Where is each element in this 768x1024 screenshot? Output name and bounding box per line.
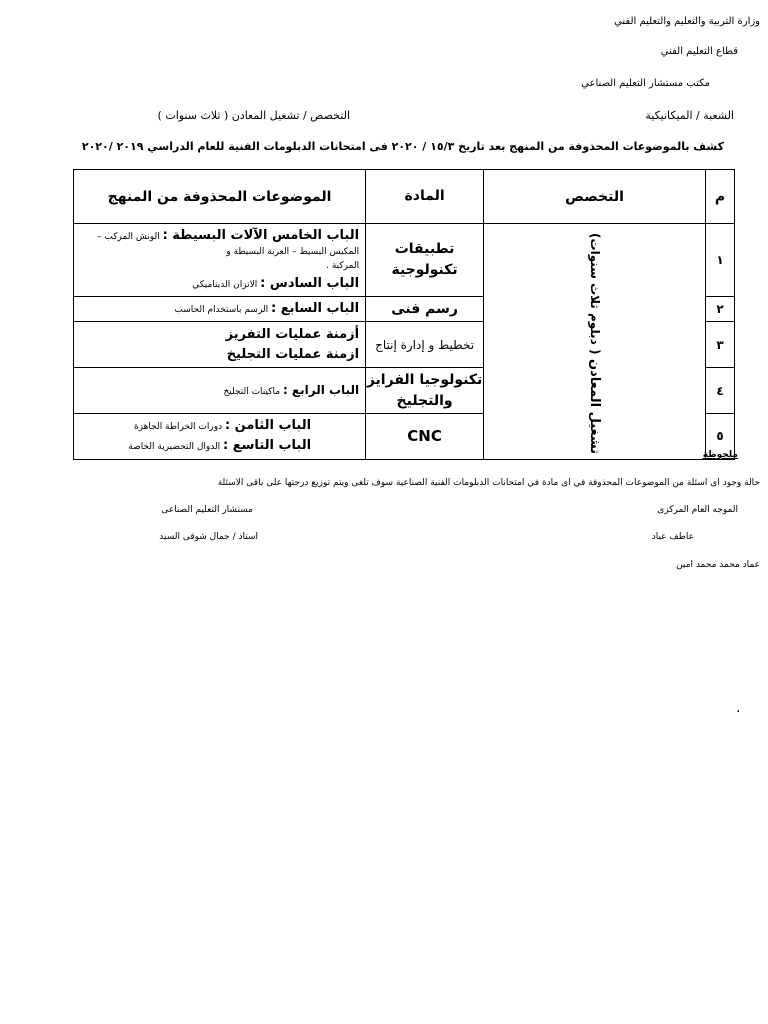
- topics-cell: [74, 414, 366, 459]
- note-label: ملحوظة: [702, 450, 738, 460]
- office-name: مكتب مستشار التعليم الصناعي: [581, 78, 710, 89]
- header-spec: التخصص: [484, 170, 706, 224]
- advisor-title: مستشار التعليم الصناعى: [161, 505, 253, 515]
- subject-cell: رسم فنى: [366, 297, 484, 322]
- row-number: ٢: [706, 297, 735, 322]
- subject-cell: تكنولوجيا الفرايز والتجليخ: [366, 368, 484, 414]
- spec-duration: ( دبلوم ثلاث سنوات): [588, 232, 603, 355]
- row-number: ١: [706, 224, 735, 297]
- chapter-label: الباب الثامن :: [224, 418, 312, 434]
- document-title: كشف بالموضوعات المحذوفة من المنهج بعد تاريخ ١٥/٣ / ٢٠٢٠ فى امتحانات الدبلومات الفنية للعام الدراسي ٢٠١٩ /٢٠٢٠: [81, 140, 724, 153]
- chapter-label: الباب التاسع :: [223, 438, 312, 454]
- subject-cell: تطبيقات تكنولوجية: [366, 224, 484, 297]
- row-number: ٣: [706, 322, 735, 368]
- row-number: ٤: [706, 368, 735, 414]
- deleted-topics-table: [73, 169, 735, 460]
- topic-line: أزمنة عمليات التفريز: [225, 326, 360, 342]
- row-number: ٥: [706, 414, 735, 459]
- header-num: م: [706, 170, 735, 224]
- chapter-topics: دورات الخراطة الجاهزة: [133, 422, 225, 433]
- spec-name: تشغيل المعادن: [587, 358, 603, 454]
- note-text: حالة وجود اى اسئلة من الموضوعات المحذوفة في اى مادة في امتحانات الدبلومات الفنية الصناعية سوف تلغى ويتم توزيع درجتها على باقى الاسئلة: [217, 478, 760, 488]
- specialization-label: التخصص / تشغيل المعادن ( ثلاث سنوات ): [157, 109, 350, 122]
- chapter-topics: الدوال التحضيرية الخاصة: [128, 442, 224, 453]
- topics-cell: [74, 368, 366, 414]
- chapter-topics: الرسم باستخدام الحاسب: [174, 305, 272, 316]
- topic-line: ازمنة عمليات التجليخ: [226, 346, 360, 362]
- supervisor-title: الموجه العام المركزى: [657, 505, 738, 515]
- ministry-name: وزارة التربية والتعليم والتعليم الفني: [614, 16, 760, 27]
- advisor-name: استاذ / جمال شوقى السيد: [159, 532, 258, 542]
- specialization-vertical: [587, 233, 602, 454]
- third-name: عماد محمد محمد امين: [676, 560, 760, 570]
- chapter-topics-cont: المركبة .: [326, 261, 360, 272]
- subject-cell: CNC: [366, 414, 484, 459]
- subject-cell: تخطيط و إدارة إنتاج: [366, 322, 484, 368]
- table-row: [74, 224, 735, 297]
- topics-cell: [74, 297, 366, 322]
- chapter-topics: الاتزان الديناميكي: [192, 280, 261, 291]
- header-subject: المادة: [366, 170, 484, 224]
- specialization-cell: [484, 224, 706, 460]
- topics-cell: [74, 322, 366, 368]
- topics-cell: [74, 224, 366, 297]
- chapter-label: الباب السابع :: [271, 301, 360, 317]
- chapter-label: الباب الرابع :: [282, 383, 360, 398]
- chapter-label: الباب السادس :: [260, 276, 360, 292]
- stray-dot: .: [736, 700, 741, 716]
- chapter-topics: ماكينات التجليخ: [223, 387, 283, 398]
- chapter-topics: الونش المركب – المكبس البسيط – العربة البسيطة و: [97, 232, 360, 258]
- header-topics: الموضوعات المحذوفة من المنهج: [74, 170, 366, 224]
- supervisor-name: عاطف عباد: [651, 532, 694, 542]
- sector-name: قطاع التعليم الفني: [660, 46, 738, 57]
- chapter-label: الباب الخامس الآلات البسيطة :: [162, 228, 360, 243]
- division-label: الشعبة / الميكانيكية: [645, 109, 734, 122]
- table-header-row: [74, 170, 735, 224]
